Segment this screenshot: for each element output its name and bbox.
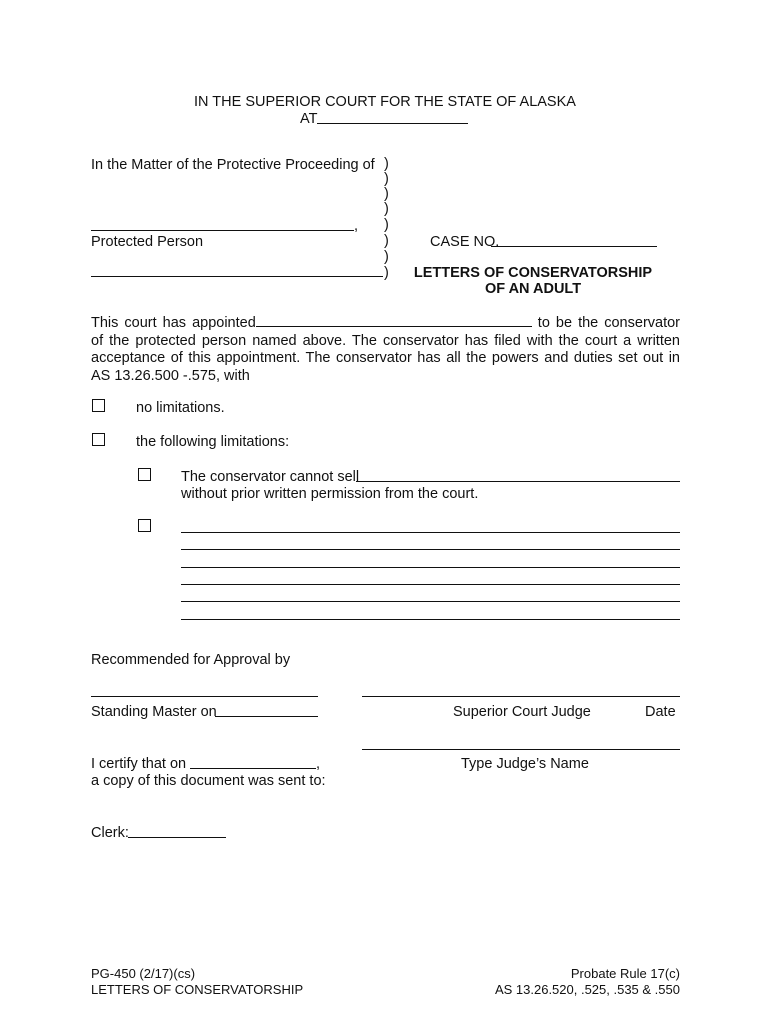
without-permission-label: without prior written permission from the court.	[181, 486, 479, 502]
recommended-label: Recommended for Approval by	[91, 652, 291, 668]
type-judge-name-label: Type Judge’s Name	[461, 756, 589, 772]
cannot-sell-label: The conservator cannot sell	[181, 469, 360, 485]
form-id: PG-450 (2/17)(cs)	[91, 966, 196, 981]
cannot-sell-field[interactable]	[356, 481, 680, 482]
caption-paren: )	[384, 156, 389, 172]
certify-comma: ,	[316, 756, 321, 772]
court-heading: IN THE SUPERIOR COURT FOR THE STATE OF ALASKA	[194, 94, 576, 110]
appointment-paragraph	[91, 314, 680, 385]
other-limitation-checkbox[interactable]	[138, 519, 151, 532]
judge-signature-line[interactable]	[362, 696, 680, 697]
protected-person-label: Protected Person	[91, 234, 204, 250]
no-limitations-checkbox[interactable]	[92, 399, 105, 412]
caption-paren: )	[384, 249, 389, 265]
name-comma: ,	[354, 218, 359, 234]
standing-master-signature-line[interactable]	[91, 696, 318, 697]
standing-master-date-field[interactable]	[215, 716, 318, 717]
case-no-label: CASE NO.	[430, 234, 500, 250]
conservator-name-field[interactable]	[256, 314, 532, 327]
superior-judge-label: Superior Court Judge	[453, 704, 591, 720]
certify-label: I certify that on	[91, 756, 187, 772]
document-title-line1: LETTERS OF CONSERVATORSHIP	[413, 265, 653, 281]
judge-name-line[interactable]	[362, 749, 680, 750]
matter-label: In the Matter of the Protective Proceeding of	[91, 157, 375, 173]
cannot-sell-checkbox[interactable]	[138, 468, 151, 481]
appointed-prefix: This court has appointed	[91, 315, 256, 331]
other-limitation-line[interactable]	[181, 584, 680, 585]
caption-paren: )	[384, 265, 389, 281]
caption-paren: )	[384, 233, 389, 249]
statutes: AS 13.26.520, .525, .535 & .550	[494, 982, 680, 997]
clerk-signature-field[interactable]	[128, 837, 226, 838]
caption-paren: )	[384, 201, 389, 217]
caption-paren: )	[384, 171, 389, 187]
other-limitation-line[interactable]	[181, 532, 680, 533]
at-location-field[interactable]	[317, 123, 468, 124]
probate-rule: Probate Rule 17(c)	[570, 966, 680, 981]
no-limitations-label: no limitations.	[136, 400, 225, 416]
caption-paren: )	[384, 217, 389, 233]
other-limitation-line[interactable]	[181, 567, 680, 568]
caption-paren: )	[384, 186, 389, 202]
form-title: LETTERS OF CONSERVATORSHIP	[91, 982, 304, 997]
other-limitation-line[interactable]	[181, 619, 680, 620]
certify-date-field[interactable]	[190, 768, 316, 769]
date-label: Date	[645, 704, 676, 720]
standing-master-label: Standing Master on	[91, 704, 217, 720]
document-title-line2: OF AN ADULT	[484, 281, 582, 297]
protected-person-name-field[interactable]	[91, 230, 354, 231]
other-limitation-line[interactable]	[181, 549, 680, 550]
appointed-suffix: to be the conservator of the protected person named above. The conservator has filed with the court a written acceptance of this appointment. The conservator has all the powers and duties set out in AS 13.26.500 -.575, with	[91, 315, 681, 384]
at-label: AT	[300, 111, 318, 127]
following-limitations-checkbox[interactable]	[92, 433, 105, 446]
clerk-label: Clerk:	[91, 825, 129, 841]
following-limitations-label: the following limitations:	[136, 434, 290, 450]
copy-sent-label: a copy of this document was sent to:	[91, 773, 326, 789]
other-limitation-line[interactable]	[181, 601, 680, 602]
protected-person-extra-field[interactable]	[91, 276, 383, 277]
case-no-field[interactable]	[491, 246, 657, 247]
